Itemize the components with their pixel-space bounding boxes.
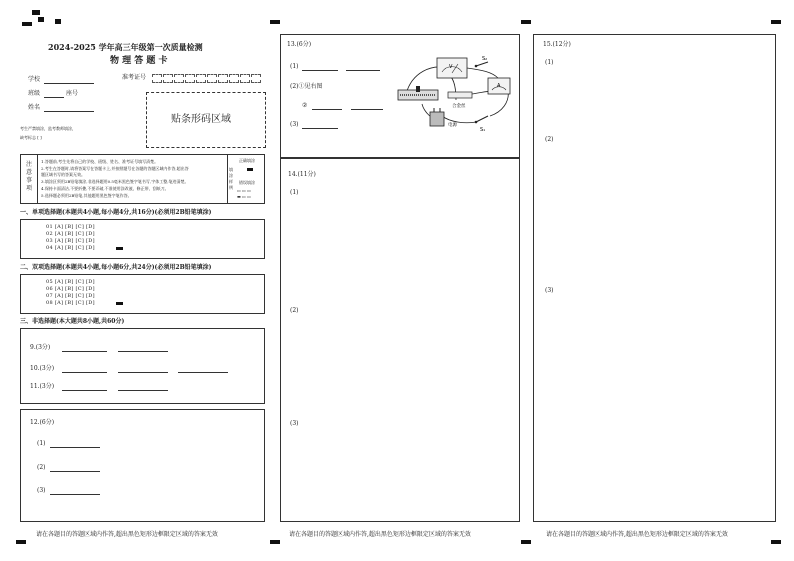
footer-note: 请在各题目的答题区域内作答,超出黑色矩形边框限定区域的答案无效: [36, 531, 218, 538]
switch-s1-icon: [475, 116, 488, 133]
choice-row-01[interactable]: 01 [A] [B] [C] [D]: [46, 224, 95, 230]
section1-fill-mark: [116, 247, 123, 250]
timing-mark: [270, 20, 280, 24]
q9-11-box: [20, 328, 265, 404]
q9-answer[interactable]: [118, 351, 168, 352]
footer-note: 请在各题目的答题区域内作答,超出黑色矩形边框限定区域的答案无效: [546, 531, 728, 538]
q12-part-label: (2): [37, 464, 46, 471]
timing-mark: [32, 10, 40, 15]
q13-answer[interactable]: [346, 70, 380, 71]
exam-number-label: 准考证号: [122, 74, 147, 81]
q13-answer[interactable]: [351, 109, 383, 110]
rheostat-icon: [398, 86, 438, 100]
example-correct-label: 正确填涂: [239, 158, 255, 163]
school-label: 学校: [28, 76, 41, 83]
svg-text:V: V: [449, 64, 453, 70]
section3-title: 三、非选择题(本大题共8小题,共60分): [20, 318, 125, 325]
switch-s2-icon: [475, 56, 488, 67]
timing-mark: [16, 540, 26, 544]
barcode-area: [146, 92, 266, 148]
ammeter-icon: [488, 78, 510, 94]
name-field[interactable]: [44, 111, 94, 112]
q14-part-label: (1): [290, 189, 299, 196]
notice-item: 题区域书写的答案无效。: [41, 172, 85, 177]
q14-part-label: (3): [290, 420, 299, 427]
svg-text:S₂: S₂: [482, 56, 488, 62]
q15-part-label: (1): [545, 59, 554, 66]
q10-answer[interactable]: [62, 372, 107, 373]
seat-label: 座号: [66, 90, 79, 97]
q12-answer[interactable]: [50, 471, 100, 472]
notice-item: 4.保持卡面清洁,不要折叠,不要弄破,不准使用涂改液、修正带、刮纸刀。: [41, 186, 169, 191]
q12-answer[interactable]: [50, 447, 100, 448]
q12-box: [20, 409, 265, 522]
q15-answer-area[interactable]: [534, 70, 775, 520]
q10-answer[interactable]: [118, 372, 168, 373]
notice-item: 2.考生在答题时,请将答案写在答题卡上,并按照题号在各题的答题区域内作答,超出答: [41, 166, 189, 171]
timing-mark: [521, 20, 531, 24]
circuit-figure: [392, 52, 520, 136]
q10-answer[interactable]: [178, 372, 228, 373]
q13-answer[interactable]: [302, 70, 338, 71]
class-label: 班级: [28, 90, 41, 97]
svg-text:S₁: S₁: [480, 127, 486, 133]
q12-part-label: (3): [37, 487, 46, 494]
notice-box: [20, 154, 265, 204]
q13-answer[interactable]: [312, 109, 342, 110]
example-wrong-label: 错误填涂: [239, 180, 255, 185]
voltmeter-icon: [437, 58, 467, 78]
notice-item: 5.选择题必须用2B铅笔,其他题用黑色签字笔作答。: [41, 193, 132, 198]
q13-part-label: ②: [302, 102, 308, 109]
choice-row-05[interactable]: 05 [A] [B] [C] [D]: [46, 279, 95, 285]
q14-label: 14.(11分): [288, 171, 316, 178]
choice-row-06[interactable]: 06 [A] [B] [C] [D]: [46, 286, 95, 292]
school-field[interactable]: [44, 83, 94, 84]
choice-row-08[interactable]: 08 [A] [B] [C] [D]: [46, 300, 95, 306]
svg-text:合金丝: 合金丝: [452, 104, 466, 109]
notice-item: 1.答题前,考生先将自己的学校、班级、姓名、准考证号填写清楚。: [41, 159, 159, 164]
section1-title: 一、单项选择题(本题共4小题,每小题4分,共16分)(必须用2B铅笔填涂): [20, 209, 212, 216]
example-correct-fill: [247, 168, 253, 171]
q11-label: 11.(3分): [30, 383, 55, 390]
choice-row-03[interactable]: 03 [A] [B] [C] [D]: [46, 238, 95, 244]
absent-note: 考生严禁填涂，监考教师填涂，: [20, 126, 76, 131]
q14-answer-area[interactable]: [281, 200, 519, 520]
timing-mark: [771, 540, 781, 544]
q9-answer[interactable]: [62, 351, 107, 352]
q14-part-label: (2): [290, 307, 299, 314]
timing-mark: [22, 22, 32, 26]
example-wrong-marks: ▬ ▭ ▭: [237, 194, 251, 199]
sheet-subtitle: 物 理 答 题 卡: [110, 56, 168, 66]
timing-mark: [55, 19, 61, 24]
q15-label: 15.(12分): [543, 41, 571, 48]
timing-mark: [38, 17, 44, 22]
footer-note: 请在各题目的答题区域内作答,超出黑色矩形边框限定区域的答案无效: [289, 531, 471, 538]
example-wrong-marks: ▭ ▭ ▭: [237, 188, 251, 193]
name-label: 姓名: [28, 104, 41, 111]
q15-part-label: (3): [545, 287, 554, 294]
q13-part-label: (3): [290, 121, 299, 128]
q12-label: 12.(6分): [30, 419, 55, 426]
absent-mark[interactable]: 缺考标志 [ ]: [20, 135, 42, 140]
example-label: 填 涂 样 例: [229, 167, 233, 190]
timing-mark: [521, 540, 531, 544]
notice-item: 3.填涂区须用2B铅笔填涂,非选择题用0.5毫米黑色签字笔书写,字体工整,笔迹清楚。: [41, 179, 189, 184]
choice-row-02[interactable]: 02 [A] [B] [C] [D]: [46, 231, 95, 237]
q9-label: 9.(3分): [30, 344, 51, 351]
q11-answer[interactable]: [62, 390, 107, 391]
alloy-wire-icon: [448, 92, 472, 109]
choice-row-07[interactable]: 07 [A] [B] [C] [D]: [46, 293, 95, 299]
class-field[interactable]: [44, 97, 64, 98]
svg-text:A: A: [497, 83, 501, 89]
choice-row-04[interactable]: 04 [A] [B] [C] [D]: [46, 245, 95, 251]
q10-label: 10.(3分): [30, 365, 55, 372]
q12-answer[interactable]: [50, 494, 100, 495]
notice-heading: 注 意 事 项: [25, 161, 32, 192]
q11-answer[interactable]: [118, 390, 168, 391]
svg-text:电源: 电源: [448, 123, 457, 128]
timing-mark: [771, 20, 781, 24]
battery-icon: [430, 108, 457, 128]
q15-part-label: (2): [545, 136, 554, 143]
q12-part-label: (1): [37, 440, 46, 447]
section2-title: 二、双项选择题(本题共4小题,每小题6分,共24分)(必须用2B铅笔填涂): [20, 264, 212, 271]
q13-answer[interactable]: [302, 128, 338, 129]
section2-fill-mark: [116, 302, 123, 305]
q13-part-label: (2)①见右图: [290, 83, 323, 90]
exam-title: 2024-2025 学年高三年级第一次质量检测: [48, 42, 203, 52]
timing-mark: [270, 540, 280, 544]
q13-part-label: (1): [290, 63, 299, 70]
barcode-label: 贴条形码区域: [171, 114, 231, 125]
q13-label: 13.(6分): [287, 41, 312, 48]
